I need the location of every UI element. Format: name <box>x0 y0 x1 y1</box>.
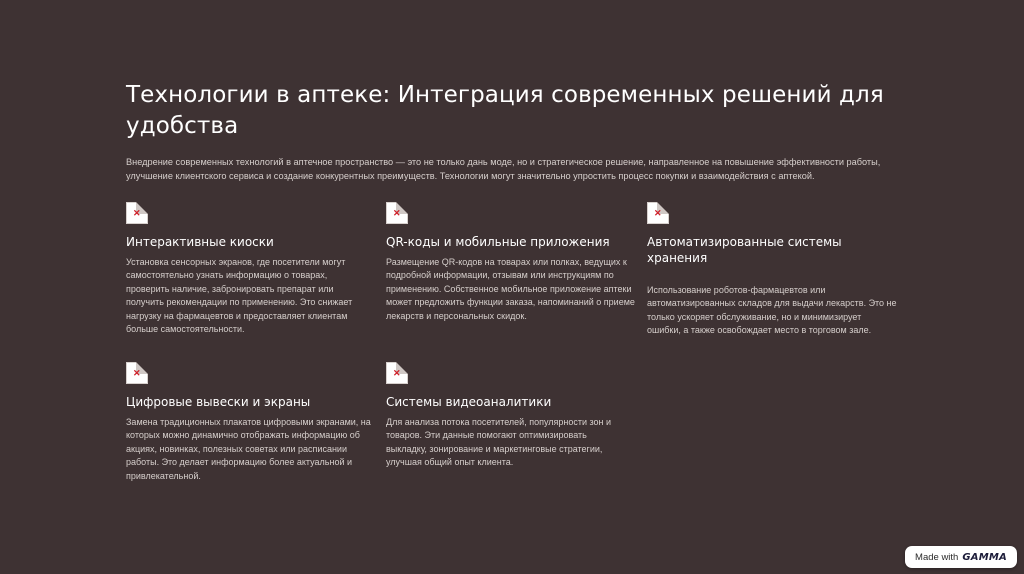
badge-prefix: Made with <box>915 551 959 563</box>
card-body: Размещение QR-кодов на товарах или полках, ведущих к подробной информации, отзывам или инструкциям по применению. Собственное мобильное приложение аптеки может предложить функции заказа, напоминаний о приеме лекарств и персональных скидок. <box>386 257 635 321</box>
card-heading: Интерактивные киоски <box>126 235 274 249</box>
broken-image-icon: ✕ <box>126 362 148 384</box>
card-heading: Цифровые вывески и экраны <box>126 395 311 409</box>
card-heading: Автоматизированные системы хранения <box>647 235 842 265</box>
card-heading: Системы видеоаналитики <box>386 395 552 409</box>
feature-card-storage <box>647 202 897 338</box>
broken-image-icon: ✕ <box>647 202 669 224</box>
gamma-logo: GAMMA <box>962 551 1007 563</box>
page-title: Технологии в аптеке: Интеграция современных решений для удобства <box>126 82 884 139</box>
feature-card-kiosks <box>126 202 376 336</box>
intro-paragraph: Внедрение современных технологий в аптечное пространство — это не только дань моде, но и стратегическое решение, направленное на повышение эффективности работы, улучшение клиентского сервиса и создание конкурентных преимуществ. Технологии могут значительно упростить процесс покупки и взаимодействия с аптекой. <box>126 157 881 181</box>
card-body: Для анализа потока посетителей, популярности зон и товаров. Эти данные помогают оптимизировать выкладку, зонирование и маркетинговые стратегии, улучшая общий опыт клиента. <box>386 417 612 468</box>
made-with-gamma-badge[interactable] <box>905 546 1017 568</box>
feature-card-qr-codes <box>386 202 636 323</box>
broken-image-icon: ✕ <box>126 202 148 224</box>
feature-card-video-analytics <box>386 362 636 470</box>
card-body: Замена традиционных плакатов цифровыми экранами, на которых можно динамично отображать информацию об акциях, новинках, полезных советах или расписании работы. Это делает информацию более актуальной и привлекательной. <box>126 417 371 481</box>
feature-card-digital-signage <box>126 362 376 483</box>
card-heading: QR-коды и мобильные приложения <box>386 235 610 249</box>
card-body: Установка сенсорных экранов, где посетители могут самостоятельно узнать информацию о товарах, проверить наличие, забронировать препарат или получить рекомендации по применению. Это снижает нагрузку на фармацевтов и предоставляет клиентам больше самостоятельности. <box>126 257 353 335</box>
broken-image-icon: ✕ <box>386 202 408 224</box>
card-body: Использование роботов-фармацевтов или автоматизированных складов для выдачи лекарств. Это не только ускоряет обслуживание, но и минимизирует ошибки, а также освобождает место в торговом зале. <box>647 285 897 336</box>
broken-image-icon: ✕ <box>386 362 408 384</box>
